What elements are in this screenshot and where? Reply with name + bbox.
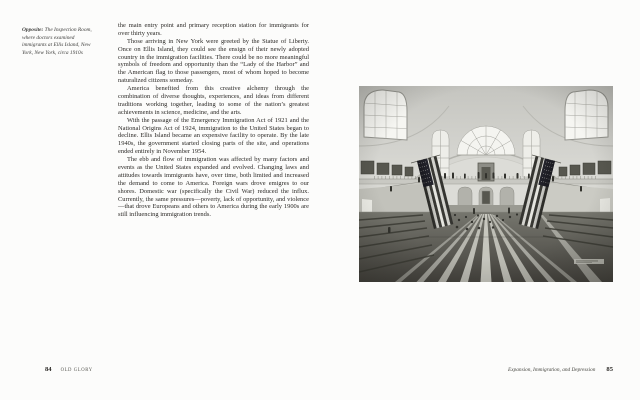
paragraph: the main entry point and primary reception station for immigrants for over thirty years. [118, 22, 309, 37]
ellis-island-registry-room-photo [359, 86, 613, 282]
right-page-footer [508, 366, 613, 373]
caption-lead: Opposite: [22, 27, 44, 33]
paragraph: With the passage of the Emergency Immigration Act of 1921 and the National Origins Act of 1924, immigration to the United States began to decline. Ellis Island became an expensive facility to operate. By the late 1940s, the government started closing parts of the site, and operations ended entirely in November 1954. [118, 116, 309, 156]
paragraph: America benefited from this creative alchemy through the combination of diverse thoughts, experiences, and ideas from different traditions working together, leading to some of the nation’s greatest achievements in science, medicine, and the arts. [118, 85, 309, 116]
left-page-number: 84 [45, 366, 52, 373]
right-running-title: Expansion, Immigration, and Depression [508, 367, 596, 373]
body-text-column [118, 22, 309, 219]
paragraph: The ebb and flow of immigration was affected by many factors and events as the United States expanded and evolved. Changing laws and attitudes towards immigrants have, over time, both limited and increased the demand to come to America. Foreign wars drove emigres to our shores. Domestic war (specifically the Civil War) reduced the influx. Currently, the same pressures—poverty, lack of opportunity, and violence—that drove Europeans and others to America during the early 1900s are still influencing immigration trends. [118, 156, 309, 219]
right-page-number: 85 [606, 366, 613, 373]
caption-text: The Inspection Room, where doctors examined immigrants at Ellis Island, New York, New York, circa 1910s [22, 27, 92, 57]
photo-illustration [359, 86, 613, 282]
vignette-overlay [359, 86, 613, 282]
left-page-footer [45, 366, 93, 373]
photo-caption [22, 27, 96, 58]
left-running-title: OLD GLORY [60, 368, 93, 373]
paragraph: Those arriving in New York were greeted by the Statue of Liberty. Once on Ellis Island, they could see the ensign of their newly adopted country in the immigration facilities. There could be no more meaningful symbols of freedom and opportunity than the “Lady of the Harbor” and the American flag to those passengers, most of whom hoped to become naturalized citizens someday. [118, 37, 309, 85]
